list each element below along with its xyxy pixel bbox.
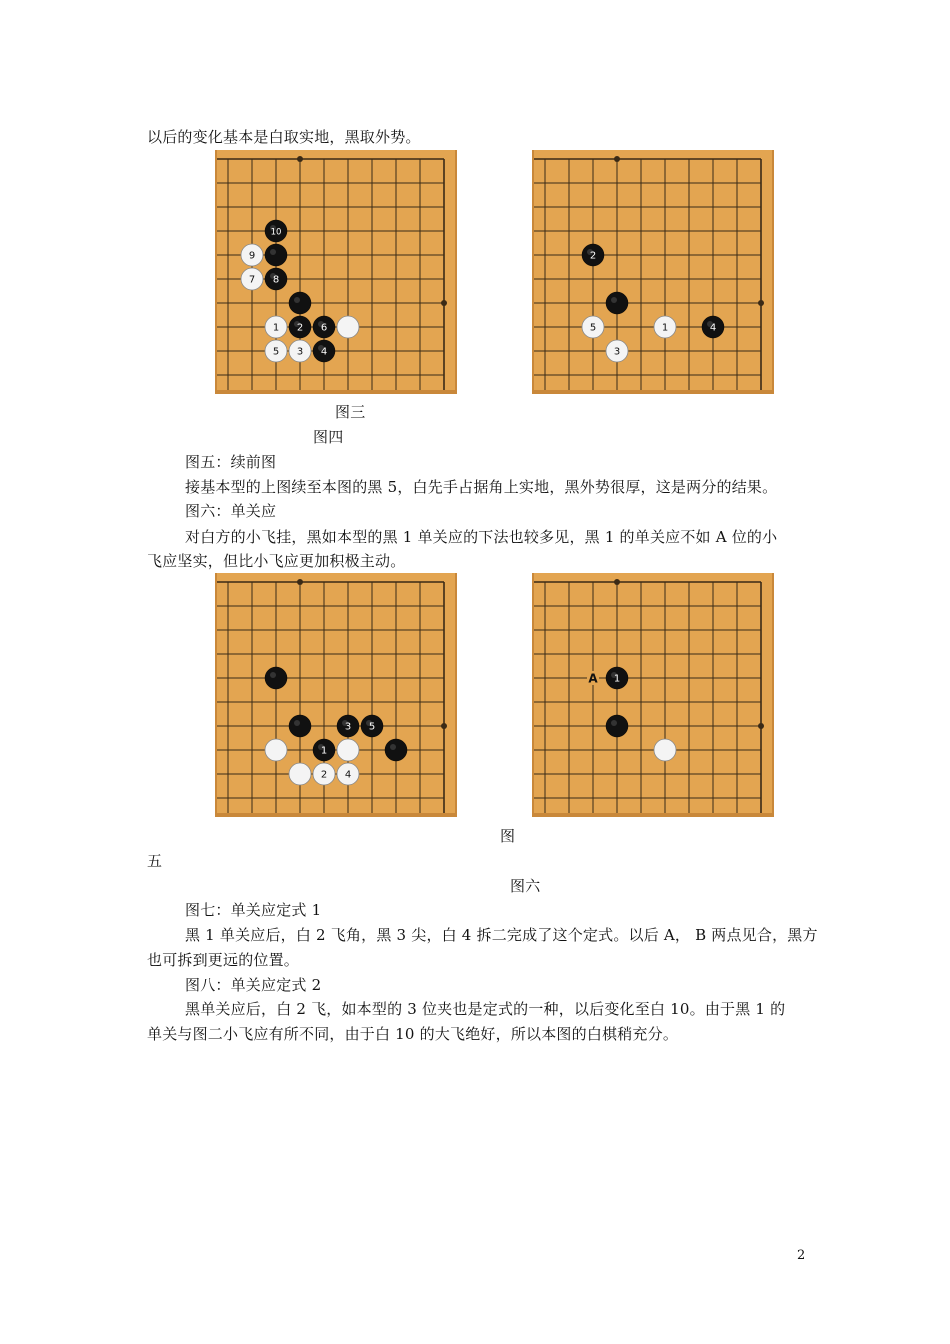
board-figure-4 bbox=[532, 150, 774, 394]
caption-figure-4: 图四 bbox=[313, 428, 344, 446]
stone-number-label: 1 bbox=[272, 322, 280, 334]
figure-5-title: 图五：续前图 bbox=[185, 453, 277, 471]
black-stone bbox=[289, 292, 311, 314]
stone-number-label: 5 bbox=[272, 346, 280, 358]
stone-number-label: 10 bbox=[270, 227, 282, 238]
board-figure-5 bbox=[215, 573, 457, 817]
caption-figure-6: 图六 bbox=[510, 877, 541, 895]
stone-number-label: 1 bbox=[320, 745, 328, 757]
figure-8-title: 图八：单关应定式 2 bbox=[185, 976, 322, 994]
page-number: 2 bbox=[797, 1248, 806, 1263]
star-point bbox=[614, 156, 620, 162]
board-wood bbox=[534, 573, 772, 813]
stone-number-label: 2 bbox=[320, 769, 328, 781]
board-wood bbox=[534, 150, 772, 390]
figure-8-description-line-1: 黑单关应后，白 2 飞，如本型的 3 位夹也是定式的一种，以后变化至白 10。由于黑 1 的 bbox=[185, 1000, 786, 1018]
stone-highlight bbox=[390, 744, 396, 750]
star-point bbox=[758, 723, 764, 729]
stone-number-label: 3 bbox=[613, 346, 621, 358]
stone-highlight bbox=[294, 297, 300, 303]
stone-number-label: 9 bbox=[248, 250, 256, 262]
black-stone bbox=[265, 667, 287, 689]
white-stone bbox=[289, 763, 311, 785]
stone-number-label: 2 bbox=[296, 322, 304, 334]
caption-figure-5-part-1: 图 bbox=[500, 827, 516, 845]
position-mark-label: A bbox=[588, 671, 598, 686]
black-stone bbox=[606, 292, 628, 314]
stone-number-label: 6 bbox=[320, 322, 328, 334]
stone-highlight bbox=[270, 672, 276, 678]
stone-number-label: 8 bbox=[272, 274, 280, 286]
white-stone bbox=[337, 739, 359, 761]
black-stone bbox=[289, 715, 311, 737]
stone-number-label: 4 bbox=[320, 346, 328, 358]
figure-6-description-line-1: 对白方的小飞挂，黑如本型的黑 1 单关应的下法也较多见，黑 1 的单关应不如 A 位的小 bbox=[185, 528, 778, 546]
white-stone bbox=[265, 739, 287, 761]
stone-number-label: 1 bbox=[613, 673, 621, 685]
stone-number-label: 7 bbox=[248, 274, 256, 286]
star-point bbox=[297, 156, 303, 162]
white-stone bbox=[654, 739, 676, 761]
figure-7-description-line-2: 也可拆到更远的位置。 bbox=[147, 951, 300, 969]
star-point bbox=[614, 579, 620, 585]
stone-number-label: 1 bbox=[661, 322, 669, 334]
figure-7-description-line-1: 黑 1 单关应后，白 2 飞角，黑 3 尖，白 4 拆二完成了这个定式。以后 A， B 两点见合，黑方 bbox=[185, 926, 818, 944]
figure-6-description-line-2: 飞应坚实，但比小飞应更加积极主动。 bbox=[147, 552, 406, 570]
stone-number-label: 4 bbox=[344, 769, 352, 781]
stone-highlight bbox=[270, 249, 276, 255]
figure-7-title: 图七：单关应定式 1 bbox=[185, 901, 322, 919]
black-stone bbox=[265, 244, 287, 266]
stone-number-label: 3 bbox=[296, 346, 304, 358]
white-stone bbox=[337, 316, 359, 338]
stone-highlight bbox=[294, 720, 300, 726]
stone-number-label: 3 bbox=[344, 721, 352, 733]
board-figure-6 bbox=[532, 573, 774, 817]
figure-6-title: 图六：单关应 bbox=[185, 502, 277, 520]
caption-figure-5-part-2: 五 bbox=[147, 852, 163, 870]
board-wood bbox=[217, 573, 455, 813]
caption-figure-3: 图三 bbox=[335, 403, 366, 421]
black-stone bbox=[385, 739, 407, 761]
stone-highlight bbox=[611, 720, 617, 726]
stone-highlight bbox=[611, 297, 617, 303]
star-point bbox=[758, 300, 764, 306]
stone-number-label: 4 bbox=[709, 322, 717, 334]
star-point bbox=[441, 723, 447, 729]
stone-number-label: 5 bbox=[368, 721, 376, 733]
black-stone bbox=[606, 715, 628, 737]
star-point bbox=[441, 300, 447, 306]
intro-text: 以后的变化基本是白取实地，黑取外势。 bbox=[147, 128, 421, 146]
stone-number-label: 2 bbox=[589, 250, 597, 262]
star-point bbox=[297, 579, 303, 585]
figure-5-description: 接基本型的上图续至本图的黑 5，白先手占据角上实地，黑外势很厚，这是两分的结果。 bbox=[185, 478, 778, 496]
stone-number-label: 5 bbox=[589, 322, 597, 334]
figure-8-description-line-2: 单关与图二小飞应有所不同，由于白 10 的大飞绝好，所以本图的白棋稍充分。 bbox=[147, 1025, 679, 1043]
board-figure-3 bbox=[215, 150, 457, 394]
